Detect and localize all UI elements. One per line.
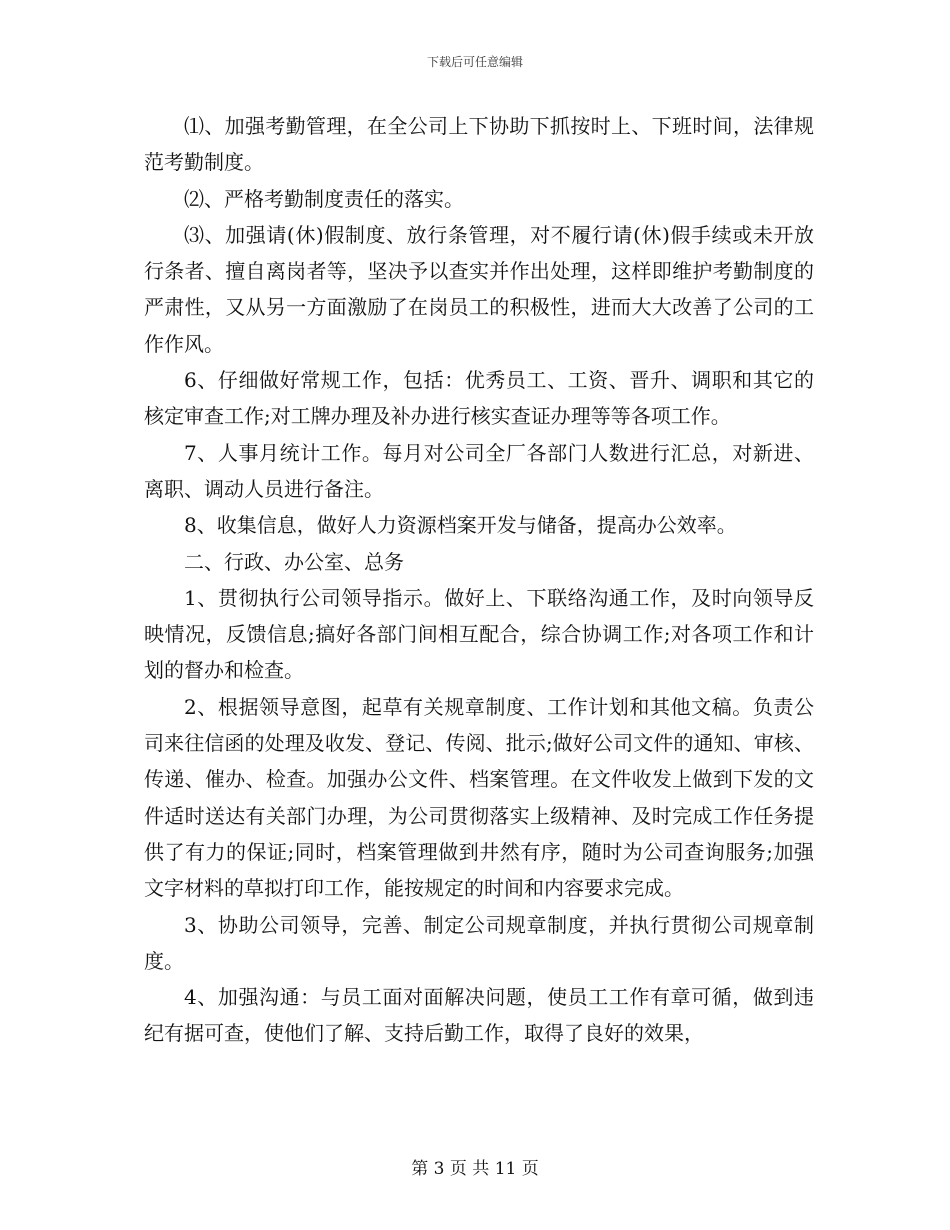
paragraph-9: 3、协助公司领导，完善、制定公司规章制度，并执行贯彻公司规章制度。 [144, 912, 814, 973]
paragraph-10: 4、加强沟通：与员工面对面解决问题，使员工工作有章可循，做到违纪有据可查，使他们了解、支持后勤工作，取得了良好的效果， [144, 985, 814, 1046]
paragraph-3: ⑶、加强请(休)假制度、放行条管理，对不履行请(休)假手续或未开放行条者、擅自离岗者等，坚决予以查实并作出处理，这样即维护考勤制度的严肃性，又从另一方面激励了在岗员工的积极性，进而大大改善了公司的工作作风。 [144, 222, 814, 356]
paragraph-1: ⑴、加强考勤管理，在全公司上下协助下抓按时上、下班时间，法律规范考勤制度。 [144, 114, 814, 175]
page-footer: 第 3 页 共 11 页 [411, 1159, 539, 1179]
paragraph-2: ⑵、严格考勤制度责任的落实。 [184, 186, 464, 211]
paragraph-7: 1、贯彻执行公司领导指示。做好上、下联络沟通工作，及时向领导反映情况，反馈信息;搞好各部门间相互配合，综合协调工作;对各项工作和计划的督办和检查。 [144, 585, 814, 683]
document-body [144, 108, 814, 1052]
section-heading: 二、行政、办公室、总务 [184, 549, 404, 574]
paragraph-6: 8、收集信息，做好人力资源档案开发与储备，提高办公效率。 [184, 513, 737, 538]
paragraph-4: 6、仔细做好常规工作，包括：优秀员工、工资、晋升、调职和其它的核定审查工作;对工牌办理及补办进行核实查证办理等等各项工作。 [144, 368, 814, 429]
page-header: 下载后可任意编辑 [426, 55, 523, 69]
paragraph-5: 7、人事月统计工作。每月对公司全厂各部门人数进行汇总，对新进、离职、调动人员进行备注。 [144, 440, 814, 501]
paragraph-8: 2、根据领导意图，起草有关规章制度、工作计划和其他文稿。负责公司来往信函的处理及收发、登记、传阅、批示;做好公司文件的通知、审核、传递、催办、检查。加强办公文件、档案管理。在文件收发上做到下发的文件适时送达有关部门办理，为公司贯彻落实上级精神、及时完成工作任务提供了有力的保证;同时，档案管理做到井然有序，随时为公司查询服务;加强文字材料的草拟打印工作，能按规定的时间和内容要求完成。 [144, 694, 814, 901]
